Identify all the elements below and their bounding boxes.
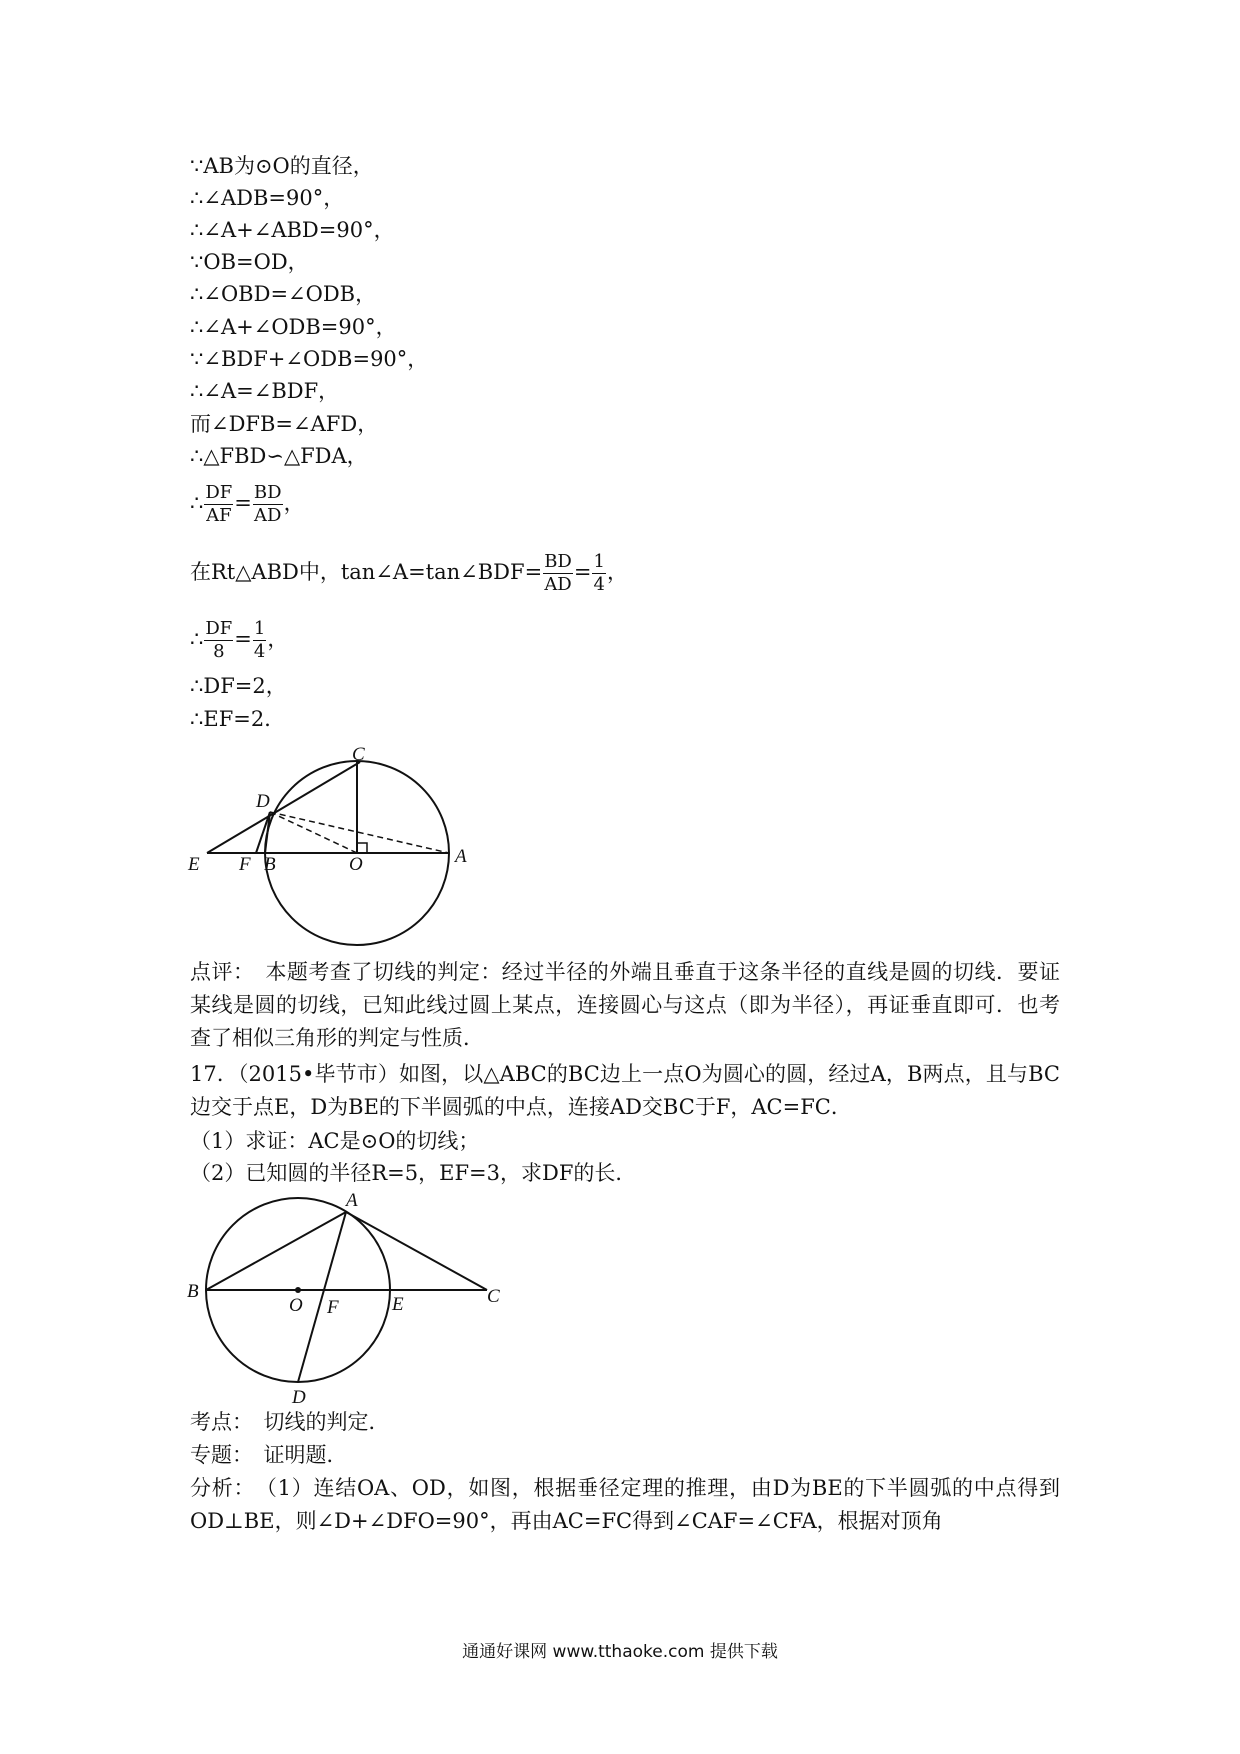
proof-line: 而∠DFB=∠AFD， xyxy=(190,412,379,436)
proof-line: ∴∠ADB=90°， xyxy=(190,186,345,210)
segment-ba xyxy=(206,1212,346,1290)
label-d: D xyxy=(256,791,270,812)
ratio-suffix: ， xyxy=(283,491,305,515)
equals-sign: = xyxy=(234,491,252,515)
label-b-2: B xyxy=(187,1281,199,1302)
numerator: BD xyxy=(544,551,572,572)
segment-ec xyxy=(207,762,360,853)
numerator: 1 xyxy=(593,551,605,572)
comment-paragraph: 点评： 本题考查了切线的判定：经过半径的外端且垂直于这条半径的直线是圆的切线．要证某线是圆的切线，已知此线过圆上某点，连接圆心与这点（即为半径），再证垂直即可．也考查了相似三角形的判定与性质． xyxy=(190,960,1060,1050)
kaodian-line: 考点： 切线的判定． xyxy=(190,1410,390,1434)
denominator: 4 xyxy=(593,574,605,595)
denominator: AF xyxy=(206,505,232,526)
label-c: C xyxy=(352,744,365,765)
equals-sign: = xyxy=(234,627,252,651)
denominator: AD xyxy=(254,505,282,526)
segment-da-dashed xyxy=(270,812,449,853)
label-a: A xyxy=(455,846,467,867)
segment-ad xyxy=(298,1212,346,1382)
ratio-suffix: ， xyxy=(606,560,628,584)
label-o-2: O xyxy=(289,1295,303,1316)
segment-ac xyxy=(346,1212,487,1290)
problem-statement: 17．（2015•毕节市）如图，以△ABC的BC边上一点O为圆心的圆，经过A，B两点，且与BC边交于点E，D为BE的下半圆弧的中点，连接AD交BC于F，AC=FC． xyxy=(190,1062,1060,1119)
label-f: F xyxy=(239,854,251,875)
proof-line: ∴∠A+∠ABD=90°， xyxy=(190,218,395,242)
result-line: ∴DF=2， xyxy=(190,674,287,698)
denominator: 4 xyxy=(253,641,266,662)
proof-line: ∵AB为⊙O的直径， xyxy=(190,154,374,178)
proof-line: ∵∠BDF+∠ODB=90°， xyxy=(190,347,429,371)
question-1: （1）求证：AC是⊙O的切线； xyxy=(190,1129,480,1153)
label-a-2: A xyxy=(346,1190,358,1211)
label-d-2: D xyxy=(292,1387,306,1408)
denominator: 8 xyxy=(213,641,225,662)
analysis-paragraph: 分析： （1）连结OA、OD，如图，根据垂径定理的推理，由D为BE的下半圆弧的中点得到OD⊥BE，则∠D+∠DFO=90°，再由AC=FC得到∠CAF=∠CFA，根据对顶角 xyxy=(190,1476,1060,1533)
right-angle-mark xyxy=(357,843,367,853)
numerator: DF xyxy=(205,482,233,503)
label-e-2: E xyxy=(392,1294,404,1315)
equals-sign: = xyxy=(573,560,592,584)
numerator: BD xyxy=(253,482,282,503)
zhuanti-line: 专题： 证明题． xyxy=(190,1443,348,1467)
proof-line: ∵OB=OD， xyxy=(190,250,309,274)
proof-line: ∴∠OBD=∠ODB， xyxy=(190,282,377,306)
numerator: 1 xyxy=(253,618,266,639)
center-point-o xyxy=(295,1287,301,1293)
label-o: O xyxy=(349,854,363,875)
denominator: AD xyxy=(544,574,572,595)
segment-do-dashed xyxy=(270,812,357,853)
proof-line: ∴∠A+∠ODB=90°， xyxy=(190,315,397,339)
question-2: （2）已知圆的半径R=5，EF=3，求DF的长． xyxy=(190,1161,637,1185)
proof-line: ∴∠A=∠BDF， xyxy=(190,379,340,403)
page-footer: 通通好课网 www.tthaoke.com 提供下载 xyxy=(462,1642,778,1662)
ratio-prefix: ∴ xyxy=(190,491,204,515)
numerator: DF xyxy=(205,618,233,639)
ratio-prefix: 在Rt△ABD中，tan∠A=tan∠BDF= xyxy=(190,560,543,584)
label-e: E xyxy=(188,854,200,875)
proof-line: ∴△FBD∽△FDA， xyxy=(190,444,368,468)
ratio-prefix: ∴ xyxy=(190,627,204,651)
result-line: ∴EF=2． xyxy=(190,707,286,731)
ratio-suffix: ， xyxy=(267,627,289,651)
label-f-2: F xyxy=(327,1297,339,1318)
label-b: B xyxy=(264,854,276,875)
label-c-2: C xyxy=(487,1286,500,1307)
